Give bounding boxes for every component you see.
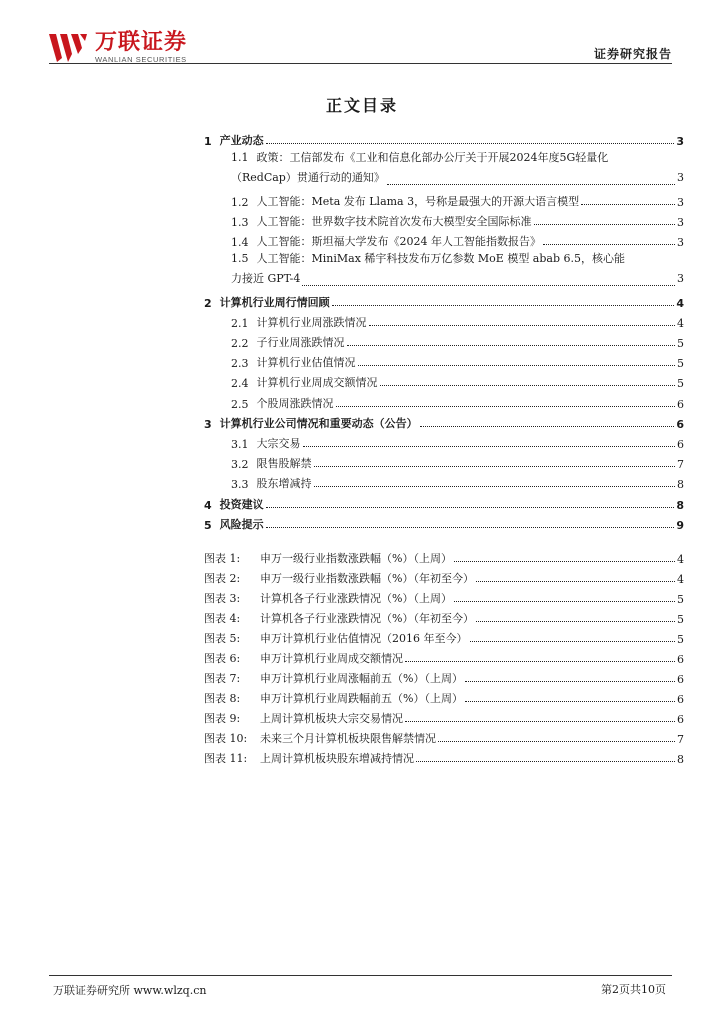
toc-leader-dots (332, 305, 675, 306)
toc-entry-title: 风险提示 (219, 517, 264, 531)
toc-entry-number: 2.3 (231, 357, 249, 371)
figure-entry[interactable] (204, 586, 684, 606)
figure-page: 7 (677, 733, 684, 746)
figure-label: 图表 5: (204, 632, 241, 645)
toc-entry[interactable] (204, 350, 684, 370)
toc-entry-number: 2.4 (231, 377, 249, 391)
figure-entry[interactable] (204, 726, 684, 746)
toc-entry-title: 计算机行业周涨跌情况 (256, 315, 367, 329)
brand-logo (49, 32, 187, 64)
toc-entry-page: 9 (676, 518, 684, 532)
toc-entry[interactable] (204, 512, 684, 532)
toc-entry[interactable] (204, 451, 684, 471)
figure-page: 5 (677, 613, 684, 626)
figure-entry[interactable] (204, 646, 684, 666)
toc-entry-number: 1.4 (231, 236, 249, 250)
toc-entry-page: 6 (676, 417, 684, 431)
page-header (0, 0, 724, 70)
figure-title: 申万一级行业指数涨跌幅（%）（年初至今） (260, 572, 474, 585)
figure-entry[interactable] (204, 686, 684, 706)
toc-leader-dots (302, 285, 675, 286)
toc-entry-page: 8 (676, 498, 684, 512)
toc-entry[interactable] (204, 330, 684, 350)
figure-page: 6 (677, 713, 684, 726)
figure-label: 图表 7: (204, 672, 241, 685)
toc-entry-page: 5 (677, 337, 684, 351)
toc-entry[interactable] (204, 390, 684, 410)
figure-entry[interactable] (204, 546, 684, 566)
figure-leader-dots (465, 681, 675, 682)
figure-entry[interactable] (204, 626, 684, 646)
figure-label: 图表 3: (204, 592, 241, 605)
figure-title: 上周计算机板块股东增减持情况 (260, 752, 414, 765)
figure-list (204, 546, 684, 766)
figure-label: 图表 10: (204, 732, 248, 745)
toc-entry-number: 3.2 (231, 458, 249, 472)
toc-entry-page: 5 (677, 357, 684, 371)
figure-entry[interactable] (204, 606, 684, 626)
toc-entry-page: 6 (677, 438, 684, 451)
toc-entry[interactable] (204, 491, 684, 511)
figure-title: 未来三个月计算机板块限售解禁情况 (260, 732, 436, 745)
figure-leader-dots (470, 641, 676, 642)
footer-source: 万联证券研究所 www.wlzq.cn (53, 984, 207, 997)
toc-leader-dots (420, 426, 675, 427)
toc-entry-title: 产业动态 (219, 134, 264, 148)
figure-title: 申万计算机行业周涨幅前五（%）（上周） (260, 672, 463, 685)
toc-leader-dots (266, 507, 675, 508)
toc-entry-title: 人工智能：Meta 发布 Llama 3，号称是最强大的开源大语言模型 (256, 194, 580, 208)
figure-page: 5 (677, 633, 684, 646)
toc-entry-number: 3 (204, 417, 212, 431)
toc-leader-dots (534, 224, 676, 225)
toc-entry-page: 4 (677, 316, 684, 330)
toc-entry-page: 8 (677, 478, 684, 492)
toc-leader-dots (347, 345, 676, 346)
toc-entry-title: 计算机行业公司情况和重要动态（公告） (219, 416, 418, 430)
figure-leader-dots (476, 621, 675, 622)
brand-name-en: WANLIAN SECURITIES (95, 55, 187, 64)
toc-leader-dots (369, 325, 676, 326)
toc-entry-page: 5 (677, 377, 684, 391)
toc-leader-dots (314, 466, 676, 467)
toc-entry-page: 7 (677, 458, 684, 472)
wanlian-logo-icon (49, 32, 89, 64)
figure-title: 申万计算机行业估值情况（2016 年至今） (260, 632, 468, 645)
toc-entry-number: 1.2 (231, 195, 249, 209)
figure-title: 申万一级行业指数涨跌幅（%）（上周） (260, 552, 452, 565)
toc-entry-title: 政策：工信部发布《工业和信息化部办公厅关于开展2024年度5G轻量化 (256, 151, 609, 165)
toc-entry[interactable] (204, 148, 684, 188)
toc-entry-title: 计算机行业周成交额情况 (256, 376, 378, 390)
figure-label: 图表 6: (204, 652, 241, 665)
toc-entry-number: 4 (204, 498, 212, 512)
toc-leader-dots (266, 527, 675, 528)
toc-entry-number: 1 (204, 135, 212, 149)
figure-title: 上周计算机板块大宗交易情况 (260, 712, 403, 725)
header-divider (49, 63, 672, 64)
toc-entry-title-continued: 力接近 GPT-4 (231, 272, 301, 286)
toc-entry-page: 6 (677, 397, 684, 411)
toc-entry-title: 限售股解禁 (256, 457, 312, 471)
toc-entry-title: 个股周涨跌情况 (256, 396, 334, 410)
toc-entry-page: 3 (677, 215, 684, 229)
toc-leader-dots (543, 244, 675, 245)
figure-label: 图表 8: (204, 692, 241, 705)
figure-title: 申万计算机行业周跌幅前五（%）（上周） (260, 692, 463, 705)
toc-entry-title: 计算机行业周行情回顾 (219, 295, 330, 309)
toc-title: 正文目录 (325, 96, 398, 115)
toc-entry-number: 3.3 (231, 478, 249, 492)
figure-title: 计算机各子行业涨跌情况（%）（上周） (260, 592, 452, 605)
figure-label: 图表 1: (204, 552, 241, 565)
footer-page-number: 第2页共10页 (601, 983, 666, 996)
toc-entry-title: 子行业周涨跌情况 (256, 336, 345, 350)
toc-entry[interactable] (204, 411, 684, 431)
toc-entry-title: 投资建议 (219, 497, 264, 511)
toc-leader-dots (387, 184, 675, 185)
toc-entry-number: 1.1 (231, 151, 249, 165)
toc-entry[interactable] (204, 189, 684, 209)
figure-page: 4 (677, 553, 684, 566)
toc-entry[interactable] (204, 370, 684, 390)
figure-label: 图表 4: (204, 612, 241, 625)
toc-leader-dots (581, 204, 675, 205)
figure-leader-dots (438, 741, 675, 742)
toc-entry-number: 2.2 (231, 337, 249, 351)
toc-entry-title: 计算机行业估值情况 (256, 356, 356, 370)
toc-entry-number: 2.1 (231, 316, 249, 330)
toc-entry-number: 1.5 (231, 252, 249, 266)
figure-page: 6 (677, 653, 684, 666)
figure-entry[interactable] (204, 706, 684, 726)
table-of-contents (204, 128, 684, 532)
figure-page: 6 (677, 693, 684, 706)
toc-entry[interactable] (204, 249, 684, 289)
toc-entry-page: 3 (677, 171, 684, 185)
toc-entry-number: 5 (204, 518, 212, 532)
figure-leader-dots (476, 581, 675, 582)
figure-title: 计算机各子行业涨跌情况（%）（年初至今） (260, 612, 474, 625)
toc-leader-dots (380, 385, 676, 386)
toc-entry-number: 2.5 (231, 397, 249, 411)
toc-entry[interactable] (204, 310, 684, 330)
figure-page: 8 (677, 753, 684, 766)
toc-entry[interactable] (204, 290, 684, 310)
toc-entry-page: 3 (677, 236, 684, 250)
toc-entry-title: 股东增减持 (256, 477, 312, 491)
toc-leader-dots (266, 143, 675, 144)
toc-entry-title-continued: （RedCap）贯通行动的通知》 (231, 171, 385, 185)
toc-entry[interactable] (204, 128, 684, 148)
toc-entry-page: 3 (677, 195, 684, 209)
toc-entry[interactable] (204, 229, 684, 249)
figure-page: 5 (677, 593, 684, 606)
figure-page: 4 (677, 573, 684, 586)
footer-divider (49, 975, 672, 976)
figure-leader-dots (416, 761, 675, 762)
toc-entry-title: 大宗交易 (256, 437, 301, 450)
toc-leader-dots (358, 365, 676, 366)
figure-label: 图表 2: (204, 572, 241, 585)
figure-leader-dots (454, 601, 675, 602)
toc-leader-dots (336, 406, 676, 407)
figure-leader-dots (465, 701, 675, 702)
figure-entry[interactable] (204, 566, 684, 586)
toc-entry-page: 4 (676, 296, 684, 310)
toc-entry[interactable] (204, 431, 684, 451)
figure-page: 6 (677, 673, 684, 686)
toc-entry[interactable] (204, 209, 684, 229)
toc-leader-dots (314, 486, 676, 487)
figure-entry[interactable] (204, 666, 684, 686)
figure-label: 图表 11: (204, 752, 248, 765)
brand-name-cn: 万联证券 (95, 30, 188, 55)
toc-entry-number: 3.1 (231, 438, 249, 451)
figure-entry[interactable] (204, 746, 684, 766)
figure-label: 图表 9: (204, 712, 241, 725)
toc-leader-dots (303, 446, 676, 447)
toc-entry-number: 1.3 (231, 215, 249, 229)
toc-entry[interactable] (204, 471, 684, 491)
figure-leader-dots (405, 721, 675, 722)
toc-entry-title: 人工智能：斯坦福大学发布《2024 年人工智能指数报告》 (256, 235, 541, 249)
toc-entry-page: 3 (676, 135, 684, 149)
figure-leader-dots (454, 561, 675, 562)
toc-entry-page: 3 (677, 272, 684, 286)
toc-entry-title: 人工智能：世界数字技术院首次发布大模型安全国际标准 (256, 214, 532, 228)
toc-entry-number: 2 (204, 296, 212, 310)
report-type-label: 证券研究报告 (593, 47, 672, 61)
figure-leader-dots (405, 661, 675, 662)
figure-title: 申万计算机行业周成交额情况 (260, 652, 403, 665)
toc-entry-title: 人工智能：MiniMax 稀宇科技发布万亿参数 MoE 模型 abab 6.5，核心能 (256, 252, 625, 266)
